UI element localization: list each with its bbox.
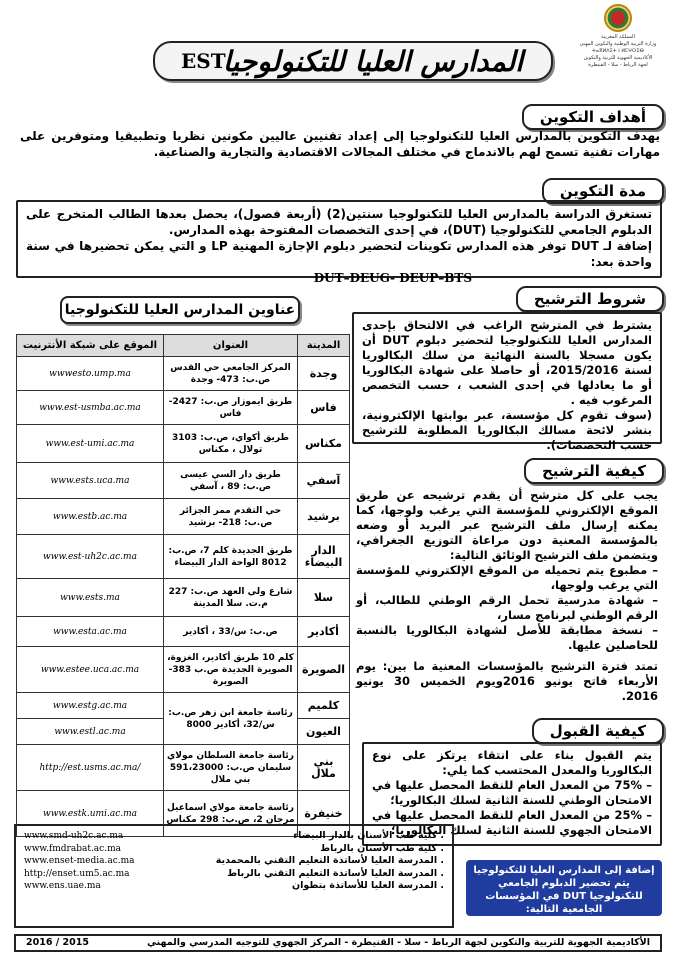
city-cell: فاس [298,391,350,425]
website-link[interactable]: www.est-usmba.ac.ma [17,391,164,425]
list-item: – شهادة مدرسية تحمل الرقم الوطني للطالب، أو الرقم الوطني لبرنامج مسار، [356,593,658,622]
page-title: المدارس العليا للتكنولوجيا [222,44,524,78]
institution-link[interactable]: www.fmdrabat.ac.ma [24,843,121,854]
institution-name: . المدرسة العليا للأساتذة بتطوان [292,880,444,891]
duration-diplomas: DUT–DEUG- DEUP–BTS [313,271,472,285]
ministry-lines [568,34,668,69]
city-cell: بني ملال [298,745,350,791]
addresses-table [16,334,350,837]
address-cell: المركز الجامعي حي القدس ص.ب: 473- وجدة [164,357,298,391]
list-item: – 25% من المعدل العام للنقط المحصل عليها في الامتحان الجهوي للسنة الثانية لسلك البكالوريا؛ [372,808,652,837]
city-cell: الصويرة [298,647,350,693]
list-item [24,855,444,868]
application-intro: يجب على كل مترشح أن يقدم ترشيحه عن طريق الموقع الإلكتروني للمؤسسة التي يرغب ولوجها، كما يمكنه إرسال ملف الترشيح عبر البريد أو وضعه بالمؤسسة المعنية دون مراعاة التوزيع الجغرافي، ويتضمن ملف الترشيح الوثائق التالية: [356,488,658,562]
address-cell: ص.ب: س/33 ، أكادير [164,617,298,647]
institution-name: . المدرسة العليا لأساتذة التعليم التقني بالمحمدية [215,855,444,866]
ministry-line: الأكاديمية الجهوية للتربية والتكوين [583,55,653,61]
city-cell: سلا [298,579,350,617]
list-item [24,843,444,856]
conditions-heading: شروط الترشيح [516,286,664,312]
institution-link[interactable]: www.ens.uae.ma [24,881,101,891]
column-header-address: العنوان [164,335,298,357]
column-header-site: الموقع على شبكة الأنترنيت [17,335,164,357]
address-cell: طريق الجديدة كلم 7، ص.ب: 8012 الواحة الدار البيضاء [164,535,298,579]
footer-text: الأكاديمية الجهوية للتربية والتكوين لجهة الرباط - سلا - القنيطرة - المركز الجهوي للتوجيه المدرسي والمهني [147,937,650,948]
list-item [24,880,444,893]
address-cell: رئاسة جامعة السلطان مولاي سليمان ص.ب: 591،23000 بني ملال [164,745,298,791]
city-cell: الدار البيضاء [298,535,350,579]
column-header-city: المدينة [298,335,350,357]
institutions-list [14,824,454,928]
footer-year: 2016 / 2015 [26,937,89,948]
application-heading: كيفية الترشيح [524,458,664,484]
conditions-note: (سوف تقوم كل مؤسسة، عبر بوابتها الإلكترونية، بنشر لائحة مسالك البكالوريا المطلوبة للترشيح حسب التخصصات). [362,408,652,452]
institution-name: . كلية طب الأسنان بالرباط [320,842,444,854]
page-footer [14,934,662,952]
address-cell: رئاسة جامعة مولاي اسماعيل مرجان 2، ص.ب: 298 مكناس [164,791,298,837]
address-cell: طريق دار السي عيسى ص.ب: 89 ، آسفي [164,463,298,499]
ministry-line: ⵜⴰⴳⵍⴷⵉⵜ ⵏ ⵍⵎⵖⵔⵉⴱ [592,48,644,54]
duration-lp-text: إضافة لـ DUT توفر هذه المدارس تكوينات لتحضير دبلوم الإجازة المهنية LP و التي يمكن تحضيرها في سنة واحدة بعد: [26,239,652,269]
admission-intro: يتم القبول بناء على انتقاء يرتكز على نوع البكالوريا والمعدل المحتسب كما يلي: [372,748,652,777]
website-link[interactable]: wwwesto.ump.ma [17,357,164,391]
city-cell: خنيفرة [298,791,350,837]
table-row [17,617,350,647]
institution-name: . المدرسة العليا لأساتذة التعليم التقني بالرباط [227,867,444,879]
website-link[interactable]: www.estl.ac.ma [17,719,164,745]
application-period: تمتد فترة الترشيح بالمؤسسات المعنية ما بين: يوم الأربعاء فاتح يونيو 2016ويوم الخميس 30 يونيو 2016. [356,659,658,703]
address-cell: حي التقدم ممر الجزائر ص.ب: 218- برشيد [164,499,298,535]
institution-link[interactable]: www.smd-uh2c.ac.ma [24,831,124,841]
application-box [352,488,662,704]
website-link[interactable]: www.ests.ma [17,579,164,617]
ministry-line: وزارة التربية الوطنية والتكوين المهني [579,41,657,47]
city-cell: العيون [298,719,350,745]
duration-box [16,200,662,285]
admission-heading: كيفية القبول [532,718,664,744]
website-link[interactable]: www.estee.uca.ac.ma [17,647,164,693]
institution-link[interactable]: http://enset.um5.ac.ma [24,868,130,879]
goals-heading: أهداف التكوين [522,104,664,130]
page-header [8,4,668,88]
website-link[interactable]: www.esta.ac.ma [17,617,164,647]
conditions-box [352,312,662,452]
table-row [17,425,350,463]
table-row [17,579,350,617]
website-link[interactable]: www.est-umi.ac.ma [17,425,164,463]
table-row [17,463,350,499]
list-item: – نسخة مطابقة للأصل لشهادة البكالوريا بالنسبة للحاصلين عليها. [356,623,658,652]
city-cell: أكادير [298,617,350,647]
table-row [17,693,350,719]
duration-text: تستغرق الدراسة بالمدارس العليا للتكنولوجيا سنتين(2) (أربعة فصول)، يحصل بعدها الطالب المتخرج على الدبلوم الجامعي للتكنولوجيا (DUT)، في إحدى التخصصات المفتوحة بهذه المدارس. [26,207,652,237]
ministry-line: المملكة المغربية [601,34,635,40]
conditions-text: يشترط في المترشح الراغب في الالتحاق بإحدى المدارس العليا للتكنولوجيا لتحضير دبلوم DUT أن يكون مسجلا بالسنة النهائية من سلك البكالوريا لسنة 2015/2016، أو حاصلا على شهادة البكالوريا أو ما يعادلها في إحدى الشعب ، حسب التخصص المرغوب فيه . [362,318,652,407]
goals-text: يهدف التكوين بالمدارس العليا للتكنولوجيا إلى إعداد تقنيين عاليين مكونين نظريا وتطبيقيا ومتوفرين على مهارات تقنية تسمح لهم بالاندماج في مختلف المجالات الاقتصادية والتجارية والصناعية. [20,129,660,159]
website-link[interactable]: www.estb.ac.ma [17,499,164,535]
website-link[interactable]: www.est-uh2c.ac.ma [17,535,164,579]
table-row [17,499,350,535]
table-header-row [17,335,350,357]
table-row [17,745,350,791]
address-cell: شارع ولي العهد ص.ب: 227 م.ت. سلا المدينة [164,579,298,617]
address-cell: كلم 10 طريق أكادير، الغزوة، الصويرة الجديدة ص.ب 383- الصويرة [164,647,298,693]
table-row [17,647,350,693]
application-documents [356,563,658,653]
city-cell: آسفي [298,463,350,499]
ministry-block [568,4,668,88]
duration-heading: مدة التكوين [542,178,664,204]
table-row [17,357,350,391]
city-cell: برشيد [298,499,350,535]
dut-note-box: إضافة إلى المدارس العليا للتكنولوجيا يتم تحضير الدبلوم الجامعي للتكنولوجيا DUT في المؤسسات الجامعية التالية: [466,860,662,916]
city-cell: مكناس [298,425,350,463]
address-cell: رئاسة جامعة ابن زهر ص.ب: س/32، أكادير 8000 [164,693,298,745]
institution-name: . كلية طب الأسنان بالدار البيضاء [293,830,444,841]
table-row [17,391,350,425]
city-cell: وجدة [298,357,350,391]
title-banner [153,41,553,81]
moroccan-emblem-icon [604,4,632,32]
list-item [24,868,444,881]
list-item: – مطبوع يتم تحميله من الموقع الإلكتروني للمؤسسة التي يرغب ولوجها، [356,563,658,592]
ministry-line: لجهة الرباط - سلا - القنيطرة [588,62,648,68]
address-cell: طريق ايموزار ص.ب: 2427- فاس [164,391,298,425]
page-title-latin: EST [181,49,226,73]
city-cell: كلميم [298,693,350,719]
addresses-title: عناوين المدارس العليا للتكنولوجيا [60,296,300,324]
institution-link[interactable]: www.enset-media.ac.ma [24,856,135,866]
website-link[interactable]: http://est.usms.ac.ma/ [17,745,164,791]
address-cell: طريق أكواي، ص.ب: 3103 تولال ، مكناس [164,425,298,463]
website-link[interactable]: www.ests.uca.ma [17,463,164,499]
list-item: – 75% من المعدل العام للنقط المحصل عليها في الامتحان الوطني للسنة الثانية لسلك البكالوريا؛ [372,778,652,807]
table-row [17,535,350,579]
website-link[interactable]: www.estg.ac.ma [17,693,164,719]
list-item [24,830,444,843]
website-link[interactable]: www.estk.umi.ac.ma [17,791,164,837]
